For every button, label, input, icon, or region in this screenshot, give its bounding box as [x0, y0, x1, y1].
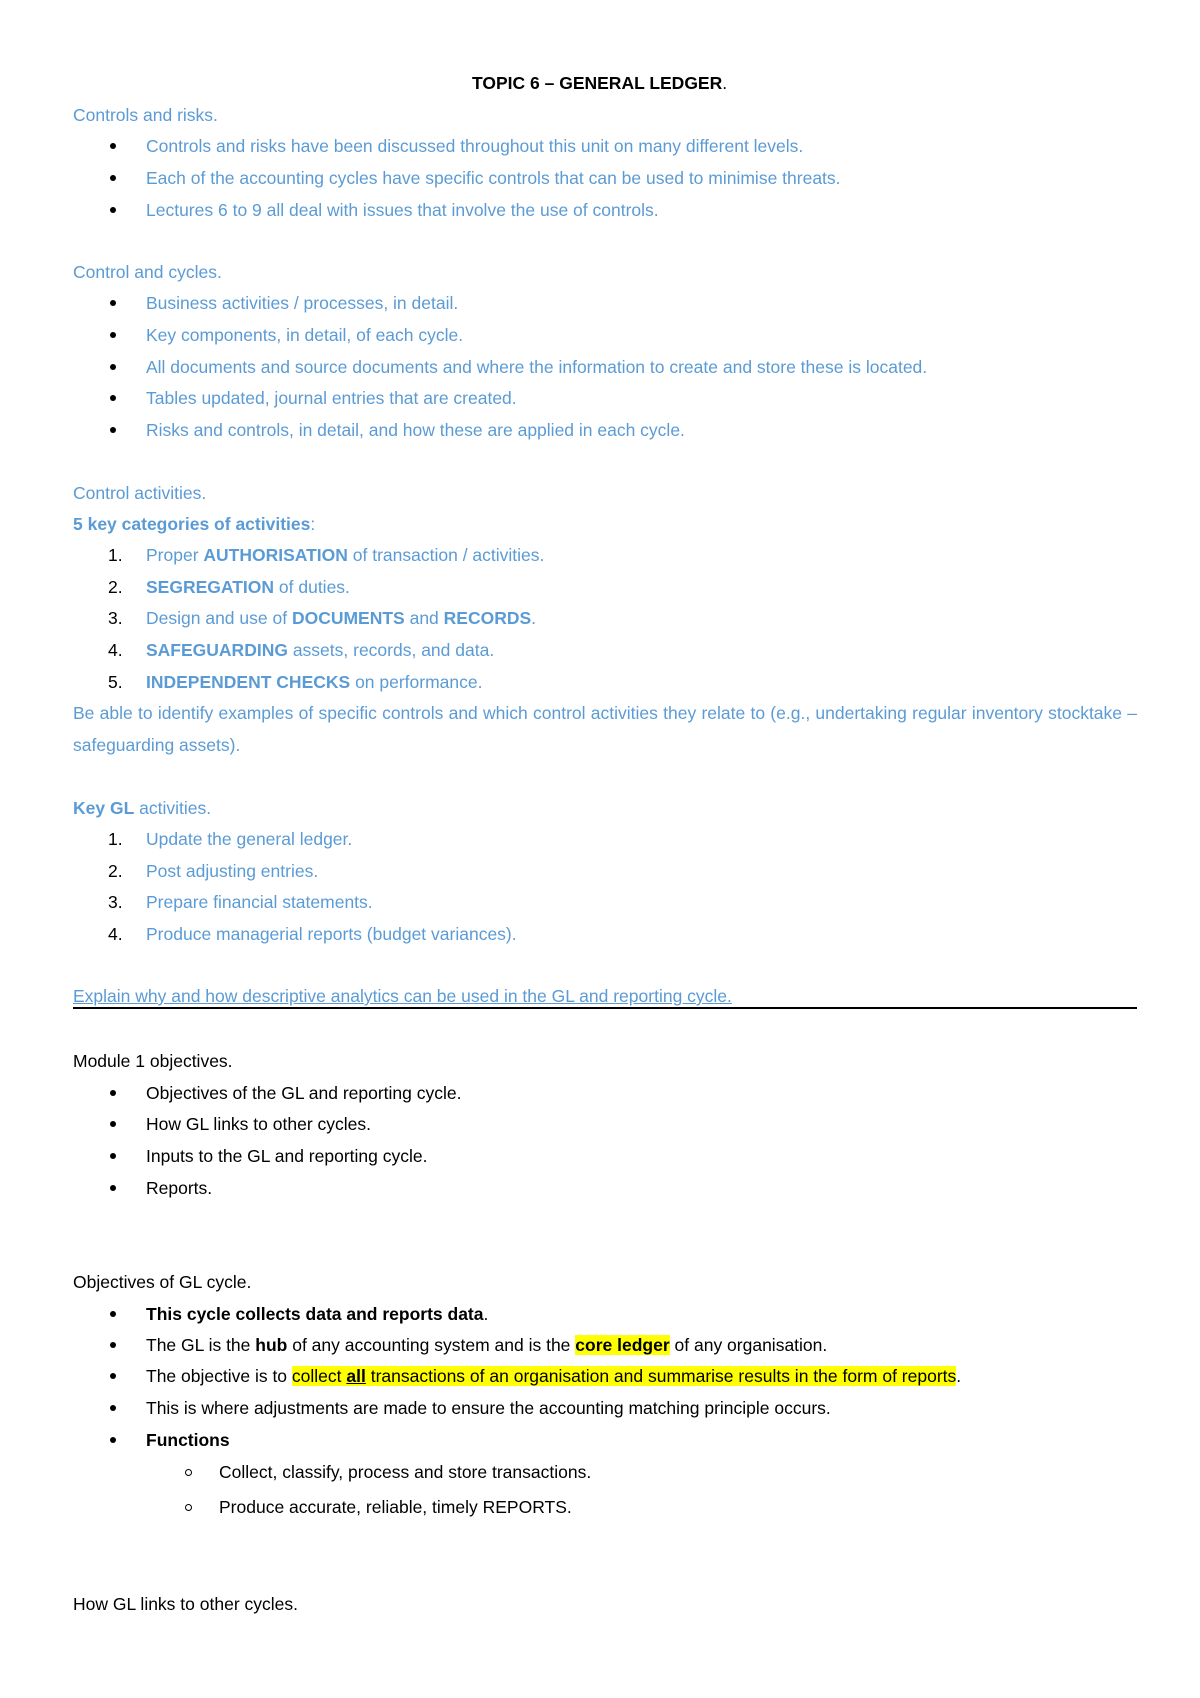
- list-item: How GL links to other cycles.: [146, 1114, 371, 1134]
- list-item: This is where adjustments are made to ensure the accounting matching principle occurs.: [146, 1398, 831, 1418]
- sub-list-item: Produce accurate, reliable, timely REPORTS.: [219, 1497, 572, 1517]
- bullet-icon: [110, 207, 116, 213]
- bullet-icon: [110, 1090, 116, 1096]
- list-item: Inputs to the GL and reporting cycle.: [146, 1146, 428, 1166]
- bullet-icon: [110, 332, 116, 338]
- list-item: Controls and risks have been discussed throughout this unit on many different levels.: [146, 136, 804, 156]
- bullet-icon: [110, 1342, 116, 1348]
- list-item: Key components, in detail, of each cycle.: [146, 325, 464, 345]
- section-heading-module1: Module 1 objectives.: [73, 1051, 233, 1071]
- explain-analytics-line: Explain why and how descriptive analytics can be used in the GL and reporting cycle.: [73, 986, 732, 1006]
- bullet-icon: [110, 395, 116, 401]
- section-heading-key-gl: Key GL activities.: [73, 798, 212, 818]
- list-item: Prepare financial statements.: [146, 892, 373, 912]
- circle-bullet-icon: [185, 1504, 192, 1511]
- bullet-icon: [110, 427, 116, 433]
- list-item: Objectives of the GL and reporting cycle.: [146, 1083, 462, 1103]
- list-item: Proper AUTHORISATION of transaction / activities.: [146, 545, 545, 565]
- list-item: Risks and controls, in detail, and how these are applied in each cycle.: [146, 420, 685, 440]
- section-heading-controls-risks: Controls and risks.: [73, 105, 218, 125]
- list-item: Update the general ledger.: [146, 829, 353, 849]
- list-item: The objective is to collect all transactions of an organisation and summarise results in the form of reports.: [146, 1366, 962, 1386]
- list-number: 4.: [108, 640, 123, 660]
- bullet-icon: [110, 1311, 116, 1317]
- section-heading-objectives: Objectives of GL cycle.: [73, 1272, 252, 1292]
- list-item: Business activities / processes, in detail.: [146, 293, 459, 313]
- list-number: 2.: [108, 861, 123, 881]
- list-item: Reports.: [146, 1178, 213, 1198]
- horizontal-rule: [73, 1007, 1137, 1009]
- list-number: 5.: [108, 672, 123, 692]
- bullet-icon: [110, 1153, 116, 1159]
- bullet-icon: [110, 364, 116, 370]
- section-heading-control-activities: Control activities.: [73, 483, 207, 503]
- list-number: 1.: [108, 545, 123, 565]
- sub-list-item: Collect, classify, process and store transactions.: [219, 1462, 592, 1482]
- bullet-icon: [110, 1437, 116, 1443]
- list-item: SAFEGUARDING assets, records, and data.: [146, 640, 495, 660]
- section-heading-gl-links: How GL links to other cycles.: [73, 1594, 298, 1614]
- list-item: Functions: [146, 1430, 230, 1450]
- list-number: 3.: [108, 892, 123, 912]
- list-item: SEGREGATION of duties.: [146, 577, 350, 597]
- page-title: TOPIC 6 – GENERAL LEDGER.: [472, 73, 728, 93]
- bullet-icon: [110, 175, 116, 181]
- bullet-icon: [110, 1185, 116, 1191]
- circle-bullet-icon: [185, 1469, 192, 1476]
- subheading-key-categories: 5 key categories of activities:: [73, 514, 316, 534]
- list-item: All documents and source documents and where the information to create and store these is located.: [146, 357, 928, 377]
- bullet-icon: [110, 1373, 116, 1379]
- list-item: INDEPENDENT CHECKS on performance.: [146, 672, 483, 692]
- list-item: Design and use of DOCUMENTS and RECORDS.: [146, 608, 537, 628]
- bullet-icon: [110, 300, 116, 306]
- section-heading-control-cycles: Control and cycles.: [73, 262, 222, 282]
- list-item: This cycle collects data and reports data.: [146, 1304, 489, 1324]
- control-activities-note: Be able to identify examples of specific controls and which control activities they relate to (e.g., undertaking regular inventory stocktake – safeguarding assets).: [73, 703, 1137, 755]
- list-item: Produce managerial reports (budget variances).: [146, 924, 517, 944]
- list-item: The GL is the hub of any accounting system and is the core ledger of any organisation.: [146, 1335, 828, 1355]
- list-number: 4.: [108, 924, 123, 944]
- list-item: Tables updated, journal entries that are created.: [146, 388, 517, 408]
- list-item: Lectures 6 to 9 all deal with issues that involve the use of controls.: [146, 200, 659, 220]
- bullet-icon: [110, 143, 116, 149]
- bullet-icon: [110, 1405, 116, 1411]
- list-item: Post adjusting entries.: [146, 861, 319, 881]
- bullet-icon: [110, 1121, 116, 1127]
- list-number: 2.: [108, 577, 123, 597]
- list-number: 1.: [108, 829, 123, 849]
- list-number: 3.: [108, 608, 123, 628]
- list-item: Each of the accounting cycles have specific controls that can be used to minimise threats.: [146, 168, 841, 188]
